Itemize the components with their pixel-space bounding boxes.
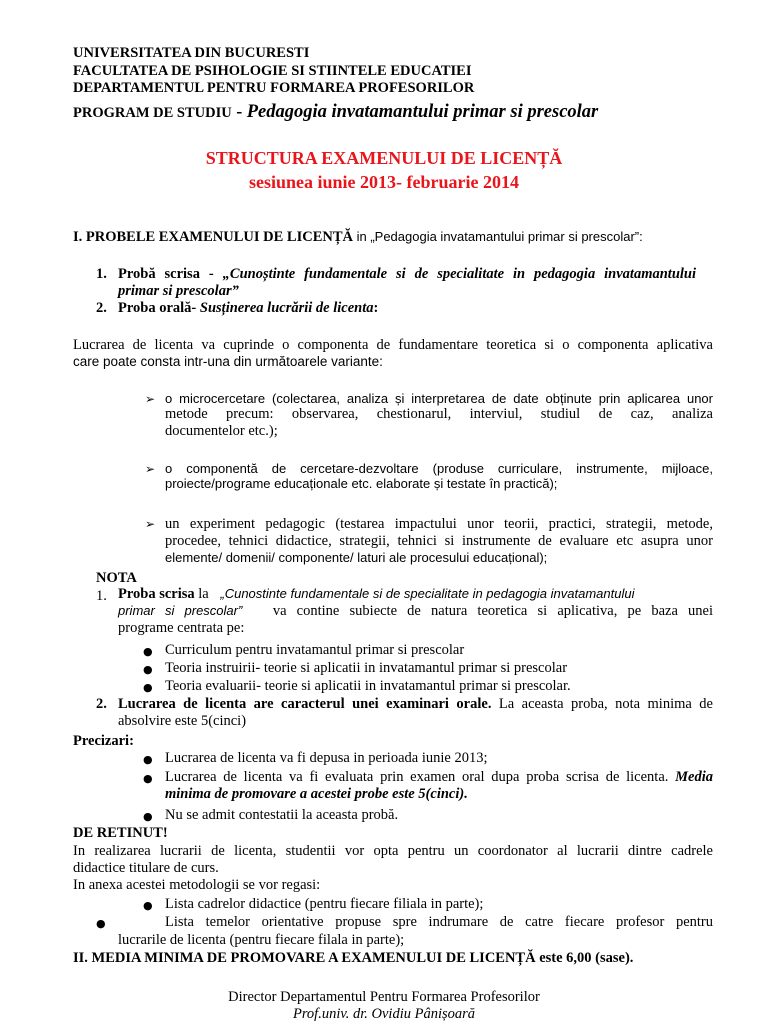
exam-item-1-label: Probă scrisa (118, 266, 200, 282)
exam-item-2-num: 2. (96, 300, 107, 316)
variant-3-line-3: elemente/ domenii/ componente/ laturi ale procesului educațional); (165, 550, 548, 565)
nota-item-1 (118, 586, 713, 637)
department-name: DEPARTAMENTUL PENTRU FORMAREA PROFESORILOR (73, 80, 475, 96)
nota-item-1-quote-2: primar si prescolar” (118, 603, 243, 618)
variant-3 (165, 516, 713, 565)
signature-name: Prof.univ. dr. Ovidiu Pânișoară (292, 1006, 476, 1022)
arrow-bullet-icon: ➢ (145, 517, 156, 531)
variant-1-line-2: metode precum: observarea, chestionarul, interviul, studiul de caz, analiza (165, 406, 713, 422)
document-subtitle: sesiunea iunie 2013- februarie 2014 (249, 172, 519, 192)
variant-2 (165, 461, 713, 491)
nota-item-1-rest: va contine subiecte de natura teoretica si aplicativa, pe baza unei (272, 603, 714, 619)
bullet-dot-icon: ● (143, 645, 153, 658)
intro-line-1: Lucrarea de licenta va cuprinde o componenta de fundamentare teoretica si o componenta aplicativa (73, 337, 713, 353)
precizari-bullet-2-bold-1: Media (668, 769, 713, 785)
exam-item-1-title-line2: primar si prescolar” (118, 283, 239, 299)
exam-item-1-num: 1. (96, 266, 107, 282)
exam-item-1-title-line1: „Cunoștinte fundamentale si de specialitate in pedagogia invatamantului (222, 266, 696, 282)
nota-item-2-line-2: absolvire este 5(cinci) (118, 713, 247, 729)
bullet-dot-icon: ● (143, 663, 153, 676)
exam-item-1-sep: - (199, 266, 223, 282)
nota-bullet-1: Curriculum pentru invatamantul primar si prescolar (165, 642, 465, 658)
section1-heading-rest: in „Pedagogia invatamantului primar si prescolar”: (352, 229, 643, 244)
nota-item-2 (118, 696, 713, 730)
nota-item-1-line-3: programe centrata pe: (118, 620, 245, 636)
retinut-bullet-2 (165, 914, 713, 931)
section1-heading-bold: I. PROBELE EXAMENULUI DE LICENȚĂ (73, 229, 353, 245)
exam-item-2-colon: : (373, 300, 379, 316)
program-line (73, 101, 598, 123)
variant-3-line-2: procedee, tehnici didactice, strategii, tehnici si instrumente de evaluare etc asupra unor (165, 533, 713, 549)
program-name: Pedagogia invatamantului primar si prescolar (246, 102, 599, 122)
retinut-bullet-2-line-1: Lista temelor orientative propuse spre indrumare de catre fiecare profesor pentru (165, 914, 713, 930)
precizari-bullet-2-plain: Lucrarea de licenta va fi evaluata prin examen oral dupa proba scrisa de licenta. (165, 769, 669, 785)
bullet-dot-icon: ● (143, 772, 153, 785)
variant-1 (165, 391, 713, 440)
signature-title: Director Departamentul Pentru Formarea Profesorilor (228, 989, 540, 1005)
variant-3-line-1: un experiment pedagogic (testarea impactului unor teorii, practici, strategii, metode, (165, 516, 713, 532)
precizari-bullet-2-bold-2: minima de promovare a acestei probe este 5(cinci). (165, 786, 468, 802)
section2-heading: II. MEDIA MINIMA DE PROMOVARE A EXAMENULUI DE LICENȚĂ este 6,00 (sase). (73, 950, 634, 966)
intro-line-2: care poate consta intr-una din următoarele variante: (73, 354, 383, 369)
university-name: UNIVERSITATEA DIN BUCURESTI (73, 45, 310, 61)
precizari-bullet-2 (165, 769, 713, 803)
variant-2-line-2: proiecte/programe educaționale etc. elaborate și testate în practică); (165, 476, 558, 491)
nota-bullet-3: Teoria evaluarii- teorie si aplicatii in invatamantul primar si prescolar. (165, 678, 571, 694)
bullet-dot-icon: ● (143, 753, 153, 766)
exam-item-1 (118, 266, 696, 300)
bullet-dot-icon: ● (143, 899, 153, 912)
retinut-paragraph (73, 843, 713, 894)
exam-item-2-label: Proba orală- (118, 300, 197, 316)
variant-1-line-1: o microcercetare (colectarea, analiza și interpretarea de date obținute prin aplicarea unor (165, 391, 713, 406)
retinut-bullet-1: Lista cadrelor didactice (pentru fiecare filiala in parte); (165, 896, 484, 912)
precizari-bullet-1: Lucrarea de licenta va fi depusa in perioada iunie 2013; (165, 750, 488, 766)
exam-item-2 (118, 300, 378, 317)
nota-bullet-2: Teoria instruirii- teorie si aplicatii in invatamantul primar si prescolar (165, 660, 568, 676)
retinut-line-2: didactice titulare de curs. (73, 860, 219, 876)
nota-item-2-rest: La aceasta proba, nota minima de (491, 696, 713, 712)
nota-item-1-label: Proba scrisa (118, 586, 195, 602)
precizari-bullet-3: Nu se admit contestatii la aceasta probă. (165, 807, 399, 823)
nota-heading: NOTA (96, 570, 137, 586)
bullet-dot-icon: ● (96, 917, 106, 930)
arrow-bullet-icon: ➢ (145, 392, 156, 406)
variant-2-line-1: o componentă de cercetare-dezvoltare (produse curriculare, instrumente, mijloace, (165, 461, 713, 476)
retinut-line-3: In anexa acestei metodologii se vor regasi: (73, 877, 321, 893)
nota-item-1-quote-1: „Cunostinte fundamentale si de specialitate in pedagogia invatamantului (220, 586, 635, 601)
nota-item-2-bold: Lucrarea de licenta are caracterul unei examinari orale. (118, 696, 492, 712)
nota-item-2-num: 2. (96, 696, 107, 712)
precizari-heading: Precizari: (73, 733, 134, 749)
intro-paragraph (73, 337, 713, 369)
program-dash: - (231, 101, 247, 121)
bullet-dot-icon: ● (143, 681, 153, 694)
section1-heading (73, 229, 643, 246)
retinut-line-1: In realizarea lucrarii de licenta, studentii vor opta pentru un coordonator al lucrarii dintre cadrele (73, 843, 713, 859)
nota-item-1-la: la (194, 586, 213, 602)
exam-item-2-text: Susținerea lucrării de licenta (196, 300, 374, 316)
retinut-heading: DE RETINUT! (73, 825, 168, 841)
arrow-bullet-icon: ➢ (145, 462, 156, 476)
bullet-dot-icon: ● (143, 810, 153, 823)
document-title: STRUCTURA EXAMENULUI DE LICENȚĂ (205, 148, 563, 168)
retinut-bullet-2-line-2: lucrarile de licenta (pentru fiecare filala in parte); (118, 932, 405, 948)
nota-item-1-num: 1. (96, 588, 107, 604)
variant-1-line-3: documentelor etc.); (165, 423, 278, 439)
program-label: PROGRAM DE STUDIU (73, 105, 232, 121)
faculty-name: FACULTATEA DE PSIHOLOGIE SI STIINTELE EDUCATIEI (73, 63, 472, 79)
